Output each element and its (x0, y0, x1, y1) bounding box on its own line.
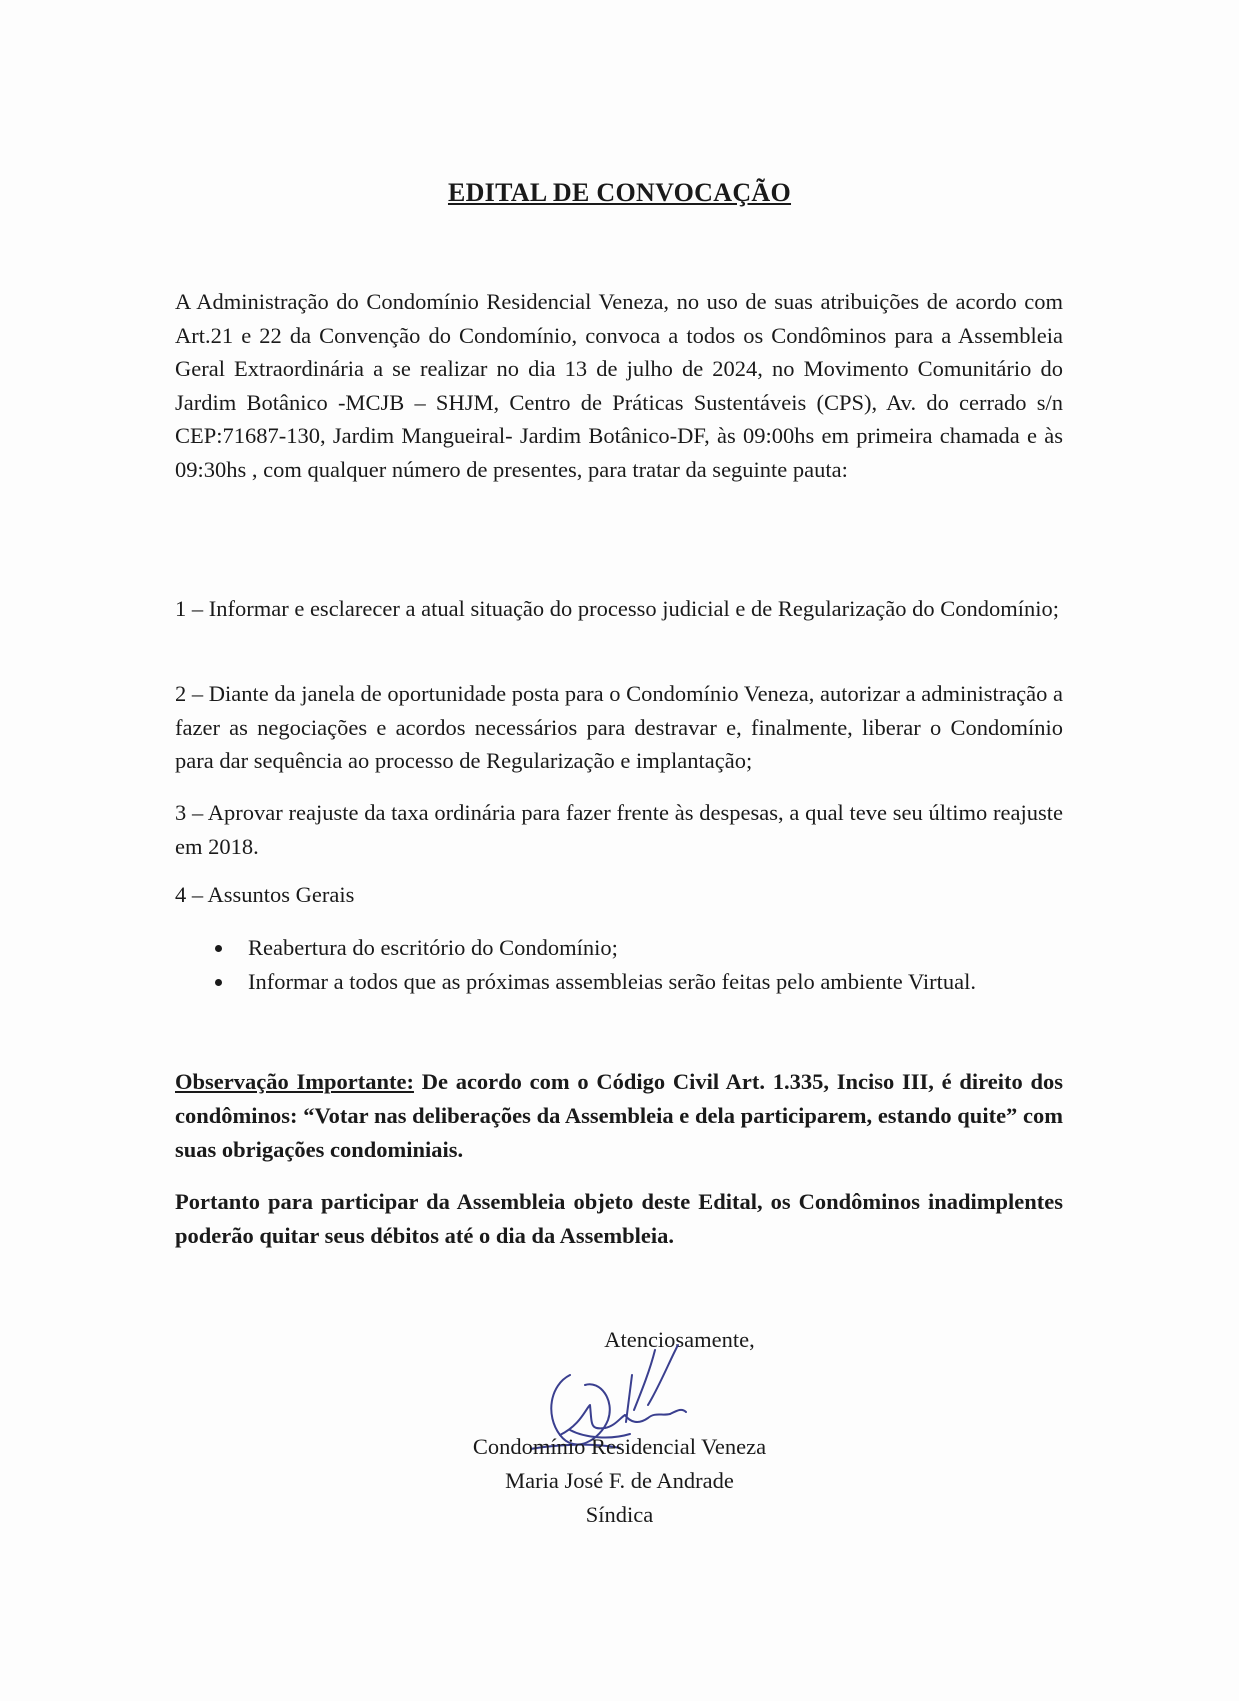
observation-label: Observação Importante: (175, 1069, 414, 1094)
bullet-item: Reabertura do escritório do Condomínio; (210, 931, 976, 965)
signature-role: Síndica (585, 1502, 654, 1527)
bullet-item: Informar a todos que as próximas assembleias serão feitas pelo ambiente Virtual. (210, 965, 976, 999)
signature-organization: Condomínio Residencial Veneza (472, 1434, 767, 1459)
intro-paragraph: A Administração do Condomínio Residencial Veneza, no uso de suas atribuições de acordo com Art.21 e 22 da Convenção do Condomínio, convoca a todos os Condôminos para a Assembleia Geral Extraordinária a se realizar no dia 13 de julho de 2024, no Movimento Comunitário do Jardim Botânico -MCJB – SHJM, Centro de Práticas Sustentáveis (CPS), Av. do cerrado s/n CEP:71687-130, Jardim Mangueiral- Jardim Botânico-DF, às 09:00hs em primeira chamada e às 09:30hs , com qualquer número de presentes, para tratar da seguinte pauta: (175, 289, 1063, 482)
observation-text: De acordo com o Código Civil Art. 1.335, Inciso III, é direito dos condôminos: “Votar nas deliberações da Assembleia e dela participarem, estando quite” com suas obrigações condominiais. (175, 1069, 1063, 1162)
document-title: EDITAL DE CONVOCAÇÃO (447, 178, 792, 207)
observation-paragraph (175, 1065, 1063, 1167)
portanto-paragraph: Portanto para participar da Assembleia objeto deste Edital, os Condôminos inadimplentes poderão quitar seus débitos até o dia da Assembleia. (175, 1189, 1063, 1248)
agenda-item-2: 2 – Diante da janela de oportunidade posta para o Condomínio Veneza, autorizar a administração a fazer as negociações e acordos necessários para destravar e, finalmente, liberar o Condomínio para dar sequência ao processo de Regularização e implantação; (175, 681, 1064, 773)
signature-name: Maria José F. de Andrade (505, 1468, 734, 1493)
agenda-item-1: 1 – Informar e esclarecer a atual situação do processo judicial e de Regularização do Condomínio; (175, 596, 1060, 621)
general-topics-list (210, 931, 976, 999)
agenda-item-3: 3 – Aprovar reajuste da taxa ordinária para fazer frente às despesas, a qual teve seu último reajuste em 2018. (175, 800, 1063, 859)
agenda-item-4: 4 – Assuntos Gerais (175, 882, 355, 907)
closing-text: Atenciosamente, (604, 1327, 755, 1352)
